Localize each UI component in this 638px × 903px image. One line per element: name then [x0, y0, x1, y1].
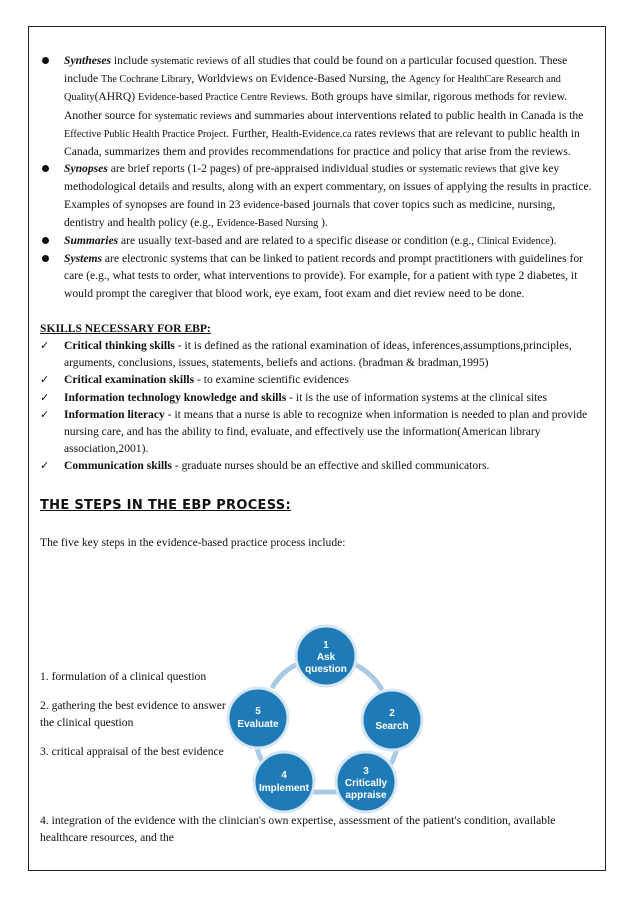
- skill-item: [40, 457, 595, 474]
- text: (AHRQ): [94, 90, 139, 104]
- text: and summaries about interventions related to public health in Canada is the: [231, 108, 584, 122]
- term-summaries: Summaries: [64, 234, 119, 248]
- node-label: appraise: [345, 790, 387, 801]
- skill-desc: - it means that a nurse is able to recognize when information is needed to plan and provide nursing care, and has the ability to find, evaluate, and effectively use the information(American library association,2001).: [64, 407, 588, 456]
- node-label: Evaluate: [237, 719, 279, 730]
- text: are brief reports (1-2 pages) of pre-appraised individual studies or: [107, 162, 420, 176]
- bullet-summaries: [40, 232, 595, 250]
- bullet-synopses: [40, 160, 595, 232]
- text: . Both groups have similar, rigorous methods for review. Another source for: [64, 90, 568, 122]
- text: of all studies that could be found on a particular focused question. These include: [64, 54, 568, 86]
- text: -based journals that cover topics such as medicine, nursing, dentistry and health policy (e.g.,: [64, 197, 556, 229]
- step-item-4: 4. integration of the evidence with the clinician's own expertise, assessment of the patient's condition, available healthcare resources, and the: [40, 814, 556, 844]
- small-text: The Cochrane Library: [101, 74, 192, 86]
- small-text: evidence: [243, 199, 280, 211]
- cycle-node-3: [336, 752, 396, 812]
- node-number: 4: [281, 770, 287, 781]
- skill-name: Critical examination skills: [64, 373, 195, 387]
- skill-item: [40, 389, 595, 406]
- text: that give key methodological details and results, along with an expert commentary, on issues of applying the results in practice. Examples of synopses are found in 23: [64, 162, 592, 211]
- step-item: 3. critical appraisal of the best evidence: [40, 745, 224, 758]
- text: , Worldviews on Evidence-Based Nursing, the: [191, 72, 409, 86]
- small-text: Health-Evidence.ca: [271, 128, 352, 140]
- small-text: Agency for HealthCare Research and Quality: [64, 74, 561, 104]
- node-number: 5: [255, 706, 261, 717]
- step-item: 1. formulation of a clinical question: [40, 670, 207, 683]
- text: are usually text-based and are related to a specific disease or condition (e.g.,: [118, 234, 478, 248]
- cycle-node-2: [362, 690, 422, 750]
- small-text: Evidence-Based Nursing: [216, 217, 319, 229]
- ebp-cycle-diagram: [222, 624, 432, 814]
- checkmark-icon: ✓: [40, 390, 50, 404]
- text: . Further,: [226, 126, 272, 140]
- term-synopses: Synopses: [64, 162, 108, 176]
- source-types-list: [40, 52, 595, 302]
- skill-desc: - graduate nurses should be an effective and skilled communicators.: [171, 459, 490, 473]
- cycle-node-4: [254, 752, 314, 812]
- document-body: [40, 52, 595, 551]
- checkmark-icon: ✓: [40, 339, 50, 353]
- node-label: question: [305, 664, 347, 675]
- skill-name: Information literacy: [64, 407, 165, 421]
- skill-item: [40, 371, 595, 388]
- skill-desc: - it is the use of information systems at the clinical sites: [286, 390, 548, 404]
- text: ).: [318, 215, 328, 229]
- text: rates reviews that are relevant to public health in Canada, summarizes them and provides recommendations for practice and policy that arise from the reviews.: [64, 126, 580, 159]
- node-number: 3: [363, 766, 369, 777]
- small-text: Clinical Evidence: [477, 236, 550, 248]
- node-number: 2: [389, 708, 395, 719]
- bullet-dot-icon: [42, 237, 49, 244]
- node-circle: [228, 688, 288, 748]
- term-syntheses: Syntheses: [64, 54, 112, 67]
- text: ).: [549, 234, 557, 248]
- small-text: Evidence-based Practice Centre Reviews: [138, 92, 306, 104]
- node-label: Critically: [344, 778, 388, 789]
- small-text: systematic reviews: [150, 56, 229, 67]
- checkmark-icon: ✓: [40, 459, 50, 473]
- small-text: Effective Public Health Practice Project: [64, 128, 227, 140]
- steps-heading: THE STEPS IN THE EBP PROCESS:: [40, 497, 291, 513]
- node-number: 1: [323, 640, 329, 651]
- checkmark-icon: ✓: [40, 407, 50, 421]
- node-label: Search: [375, 721, 409, 732]
- steps-intro: The five key steps in the evidence-based practice process include:: [40, 535, 346, 549]
- bullet-systems: [40, 250, 595, 302]
- bullet-dot-icon: [42, 57, 49, 64]
- skill-item: [40, 406, 595, 458]
- skill-name: Information technology knowledge and skills: [64, 390, 287, 404]
- node-label: Ask: [316, 652, 336, 663]
- steps-list: [40, 668, 230, 772]
- small-text: systematic reviews: [154, 110, 232, 122]
- bullet-syntheses: [40, 52, 595, 160]
- term-systems: Systems: [64, 252, 103, 266]
- text: include: [111, 54, 151, 67]
- bullet-dot-icon: [42, 165, 49, 172]
- skill-desc: - it is defined as the rational examination of ideas, inferences,assumptions,principles, arguments, conclusions, issues, statements, beliefs and actions. (bradman & bradman,1995): [64, 339, 572, 370]
- small-text: systematic reviews: [419, 164, 497, 176]
- skills-heading: SKILLS NECESSARY FOR EBP:: [40, 321, 211, 335]
- cycle-node-1: [296, 626, 356, 686]
- node-label: Implement: [258, 783, 310, 794]
- text: are electronic systems that can be linked to patient records and prompt practitioners with guidelines for care (e.g., what tests to order, what interventions to provide). For example, for a patient with type 2 diabetes, it would prompt the caregiver that blood work, eye exam, foot exam and diet review need to be done.: [64, 252, 584, 300]
- skill-name: Critical thinking skills: [64, 339, 175, 353]
- checkmark-icon: ✓: [40, 373, 50, 387]
- skill-item: [40, 337, 595, 371]
- cycle-node-5: [228, 688, 288, 748]
- step-item: 2. gathering the best evidence to answer the clinical question: [40, 699, 226, 729]
- bullet-dot-icon: [42, 255, 49, 262]
- node-circle: [254, 752, 314, 812]
- node-circle: [362, 690, 422, 750]
- skill-desc: - to examine scientific evidences: [194, 373, 349, 387]
- skills-list: [40, 337, 595, 475]
- skill-name: Communication skills: [64, 459, 172, 473]
